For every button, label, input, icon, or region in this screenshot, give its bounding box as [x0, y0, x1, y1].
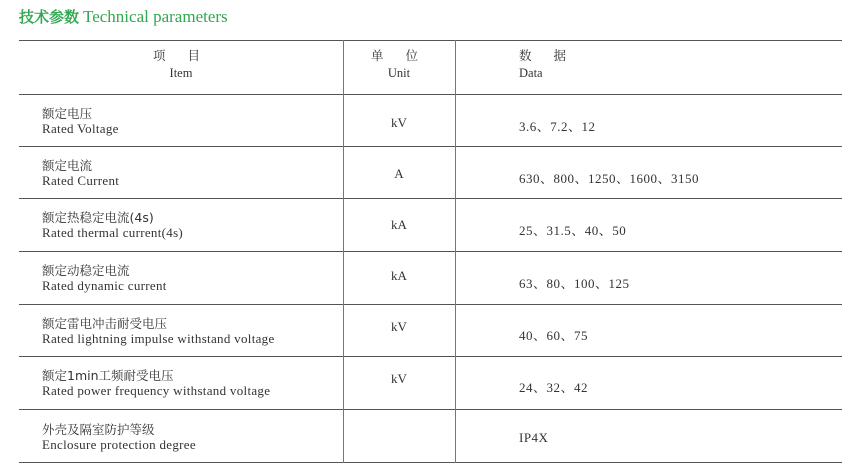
title-zh: 技术参数	[19, 8, 80, 26]
table-row-item	[42, 422, 196, 452]
page-title	[19, 6, 228, 27]
table-bottom-border	[19, 462, 842, 463]
header-item-en: Item	[169, 66, 193, 81]
item-label-en: Enclosure protection degree	[42, 437, 196, 452]
table-row-item	[42, 210, 183, 240]
row-divider	[19, 356, 842, 357]
item-label-zh: 额定电压	[42, 106, 93, 121]
item-label-zh: 外壳及隔室防护等级	[42, 422, 155, 437]
row-divider	[19, 304, 842, 305]
item-label-en: Rated dynamic current	[42, 278, 167, 293]
item-label-zh: 额定1min工频耐受电压	[42, 368, 174, 383]
table-row-unit: kV	[391, 115, 407, 130]
item-label-en: Rated Current	[42, 173, 120, 188]
item-label-zh: 额定动稳定电流	[42, 263, 130, 278]
item-label-zh: 额定雷电冲击耐受电压	[42, 316, 168, 331]
header-item	[19, 49, 343, 81]
table-row-data: 25、31.5、40、50	[519, 223, 627, 238]
table-row-unit: kV	[391, 371, 407, 386]
table-row-item	[42, 263, 167, 293]
table-row-unit: A	[394, 166, 404, 181]
column-divider	[455, 40, 456, 463]
item-label-en: Rated power frequency withstand voltage	[42, 383, 271, 398]
column-divider	[343, 40, 344, 463]
table-row-unit: kA	[391, 268, 407, 283]
table-row-item	[42, 106, 119, 136]
table-row-unit: kV	[391, 319, 407, 334]
table-row-data: 24、32、42	[519, 380, 589, 395]
row-divider	[19, 146, 842, 147]
header-unit-zh: 单 位	[371, 48, 427, 63]
table-row-item	[42, 158, 119, 188]
header-data-zh: 数 据	[519, 48, 575, 63]
header-data	[519, 49, 575, 81]
table-row-unit: kA	[391, 217, 407, 232]
row-divider	[19, 251, 842, 252]
table-row-data: 3.6、7.2、12	[519, 119, 596, 134]
header-data-en: Data	[519, 66, 543, 81]
header-item-zh: 项 目	[153, 48, 209, 63]
table-row-data: IP4X	[519, 430, 549, 445]
title-en: Technical parameters	[83, 7, 228, 26]
item-label-en: Rated lightning impulse withstand voltage	[42, 331, 275, 346]
row-divider	[19, 409, 842, 410]
table-top-border	[19, 40, 842, 41]
item-label-zh: 额定热稳定电流(4s)	[42, 210, 154, 225]
header-divider	[19, 94, 842, 95]
item-label-zh: 额定电流	[42, 158, 93, 173]
table-row-data: 40、60、75	[519, 328, 589, 343]
table-row-data: 63、80、100、125	[519, 276, 630, 291]
item-label-en: Rated thermal current(4s)	[42, 225, 184, 240]
table-row-item	[42, 368, 270, 398]
row-divider	[19, 198, 842, 199]
table-row-item	[42, 316, 275, 346]
item-label-en: Rated Voltage	[42, 121, 119, 136]
header-unit	[343, 49, 455, 81]
header-unit-en: Unit	[387, 66, 411, 81]
table-row-data: 630、800、1250、1600、3150	[519, 171, 700, 186]
